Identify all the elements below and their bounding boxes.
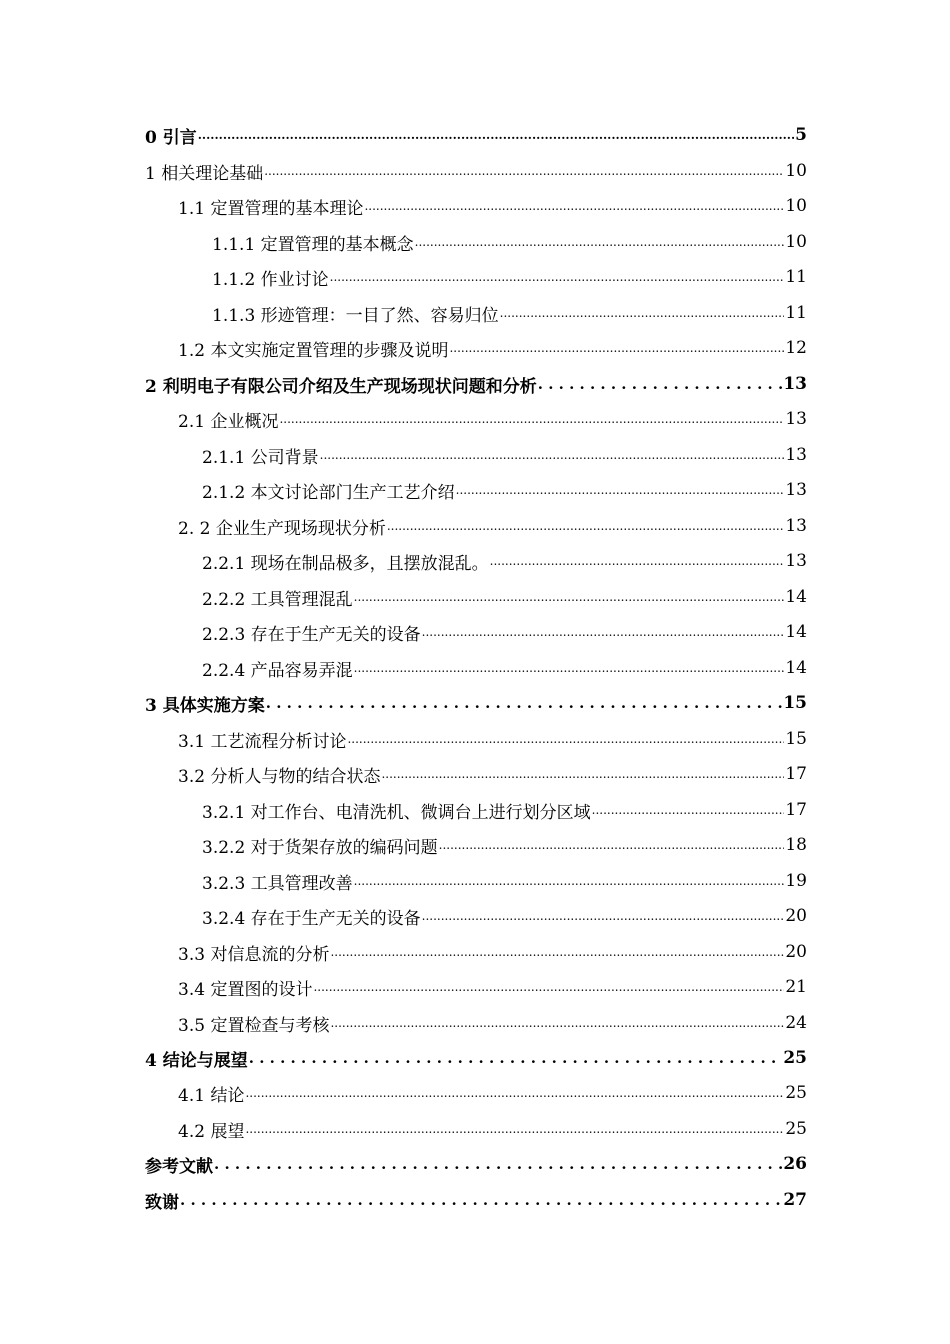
toc-entry-title: 2.2.3 存在于生产无关的设备 (202, 624, 421, 645)
toc-leader (214, 1149, 782, 1179)
toc-leader (245, 1114, 784, 1144)
toc-entry-page: 20 (785, 906, 807, 926)
toc-leader (456, 475, 785, 505)
toc-entry-page: 17 (785, 764, 807, 784)
toc-entry-title: 4.1 结论 (178, 1085, 245, 1106)
toc-entry-title: 2.2.4 产品容易弄混 (202, 660, 353, 681)
toc-entry-page: 13 (785, 551, 807, 571)
toc-entry-3-2-2[interactable] (145, 830, 807, 860)
toc-leader (381, 759, 784, 789)
toc-entry-title: 3.2.1 对工作台、电清洗机、微调台上进行划分区域 (202, 802, 591, 823)
toc-entry-title: 2 利明电子有限公司介绍及生产现场现状问题和分析 (145, 376, 537, 397)
toc-entry-page: 14 (785, 658, 807, 678)
toc-entry-3-2[interactable] (145, 759, 807, 789)
toc-entry-title: 3.4 定置图的设计 (178, 979, 313, 1000)
toc-leader (354, 866, 785, 896)
toc-entry-title: 2. 2 企业生产现场现状分析 (178, 518, 386, 539)
toc-entry-page: 13 (785, 480, 807, 500)
toc-entry-2-2-2[interactable] (145, 582, 807, 612)
toc-leader (415, 227, 785, 257)
toc-entry-1-2[interactable] (145, 333, 807, 363)
toc-entry-page: 27 (783, 1190, 807, 1210)
toc-entry-title: 2.1.1 公司背景 (202, 447, 319, 468)
toc-entry-acknowledgements[interactable] (145, 1185, 807, 1215)
toc-entry-page: 5 (795, 125, 807, 145)
toc-entry-page: 14 (785, 587, 807, 607)
toc-entry-page: 25 (785, 1119, 807, 1139)
toc-entry-3-2-3[interactable] (145, 866, 807, 896)
toc-leader (490, 546, 785, 576)
toc-entry-title: 4 结论与展望 (145, 1050, 248, 1071)
toc-entry-page: 17 (785, 800, 807, 820)
toc-entry-title: 1 相关理论基础 (145, 163, 264, 184)
toc-entry-page: 14 (785, 622, 807, 642)
toc-leader (180, 1185, 782, 1215)
toc-entry-page: 13 (785, 516, 807, 536)
toc-leader (320, 440, 785, 470)
toc-leader (422, 901, 785, 931)
toc-leader (354, 653, 785, 683)
toc-entry-1-1-3[interactable] (145, 298, 807, 328)
toc-leader (330, 262, 785, 292)
toc-entry-page: 11 (785, 303, 807, 323)
toc-leader (313, 972, 784, 1002)
toc-entry-page: 25 (783, 1048, 807, 1068)
toc-leader (592, 795, 785, 825)
toc-entry-3-5[interactable] (145, 1008, 807, 1038)
toc-leader (422, 617, 785, 647)
toc-entry-title: 0 引言 (145, 127, 197, 148)
toc-leader (354, 582, 785, 612)
toc-entry-title: 1.1.2 作业讨论 (212, 269, 329, 290)
toc-entry-page: 11 (785, 267, 807, 287)
toc-leader (245, 1078, 784, 1108)
toc-leader (264, 156, 784, 186)
toc-leader (266, 688, 783, 718)
toc-entry-ch2[interactable] (145, 369, 807, 399)
toc-entry-title: 1.1.3 形迹管理：一目了然、容易归位 (212, 305, 499, 326)
toc-entry-page: 21 (785, 977, 807, 997)
toc-entry-3-3[interactable] (145, 937, 807, 967)
toc-entry-page: 26 (783, 1154, 807, 1174)
toc-entry-3-2-1[interactable] (145, 795, 807, 825)
toc-entry-title: 3.2 分析人与物的结合状态 (178, 766, 381, 787)
toc-entry-title: 2.2.1 现场在制品极多，且摆放混乱。 (202, 553, 489, 574)
toc-entry-page: 20 (785, 942, 807, 962)
toc-entry-3-4[interactable] (145, 972, 807, 1002)
toc-entry-title: 1.1 定置管理的基本理论 (178, 198, 364, 219)
toc-entry-references[interactable] (145, 1149, 807, 1179)
toc-leader (500, 298, 785, 328)
toc-entry-ch4[interactable] (145, 1043, 807, 1073)
toc-entry-title: 2.2.2 工具管理混乱 (202, 589, 353, 610)
toc-entry-page: 10 (785, 161, 807, 181)
toc-entry-2-2-4[interactable] (145, 653, 807, 683)
toc-entry-ch3[interactable] (145, 688, 807, 718)
toc-entry-title: 3.2.4 存在于生产无关的设备 (202, 908, 421, 929)
toc-entry-2-2[interactable] (145, 511, 807, 541)
toc-entry-title: 3.5 定置检查与考核 (178, 1015, 330, 1036)
toc-entry-3-1[interactable] (145, 724, 807, 754)
toc-entry-2-2-3[interactable] (145, 617, 807, 647)
toc-leader (449, 333, 784, 363)
toc-entry-title: 3.2.2 对于货架存放的编码问题 (202, 837, 438, 858)
toc-entry-page: 15 (783, 693, 807, 713)
toc-entry-page: 13 (785, 445, 807, 465)
toc-entry-1-1-1[interactable] (145, 227, 807, 257)
toc-leader (538, 369, 783, 399)
toc-entry-page: 13 (783, 374, 807, 394)
toc-entry-page: 10 (785, 232, 807, 252)
toc-entry-title: 3 具体实施方案 (145, 695, 265, 716)
toc-leader (198, 120, 794, 150)
toc-entry-ch1[interactable] (145, 156, 807, 186)
toc-leader (330, 937, 784, 967)
toc-entry-2-1-1[interactable] (145, 440, 807, 470)
toc-entry-title: 1.2 本文实施定置管理的步骤及说明 (178, 340, 449, 361)
toc-leader (279, 404, 784, 434)
toc-entry-page: 12 (785, 338, 807, 358)
toc-entry-title: 致谢 (145, 1192, 179, 1213)
toc-entry-2-1-2[interactable] (145, 475, 807, 505)
toc-leader (347, 724, 784, 754)
toc-leader (364, 191, 784, 221)
toc-entry-title: 2.1.2 本文讨论部门生产工艺介绍 (202, 482, 455, 503)
toc-entry-title: 参考文献 (145, 1156, 213, 1177)
toc-entry-page: 10 (785, 196, 807, 216)
toc-leader (387, 511, 785, 541)
toc-entry-title: 3.1 工艺流程分析讨论 (178, 731, 347, 752)
toc-entry-title: 4.2 展望 (178, 1121, 245, 1142)
toc-entry-1-1[interactable] (145, 191, 807, 221)
toc-entry-title: 3.2.3 工具管理改善 (202, 873, 353, 894)
toc-leader (439, 830, 785, 860)
toc-entry-page: 13 (785, 409, 807, 429)
toc-leader (330, 1008, 784, 1038)
toc-entry-page: 25 (785, 1083, 807, 1103)
toc-entry-3-2-4[interactable] (145, 901, 807, 931)
toc-entry-1-1-2[interactable] (145, 262, 807, 292)
toc-entry-page: 24 (785, 1013, 807, 1033)
toc-entry-title: 1.1.1 定置管理的基本概念 (212, 234, 414, 255)
toc-entry-2-1[interactable] (145, 404, 807, 434)
toc-entry-intro[interactable] (145, 120, 807, 150)
toc-entry-title: 3.3 对信息流的分析 (178, 944, 330, 965)
toc-entry-page: 18 (785, 835, 807, 855)
toc-entry-page: 19 (785, 871, 807, 891)
toc-leader (249, 1043, 783, 1073)
toc-entry-page: 15 (785, 729, 807, 749)
toc-entry-2-2-1[interactable] (145, 546, 807, 576)
toc-entry-4-2[interactable] (145, 1114, 807, 1144)
toc-entry-title: 2.1 企业概况 (178, 411, 279, 432)
toc-entry-4-1[interactable] (145, 1078, 807, 1108)
